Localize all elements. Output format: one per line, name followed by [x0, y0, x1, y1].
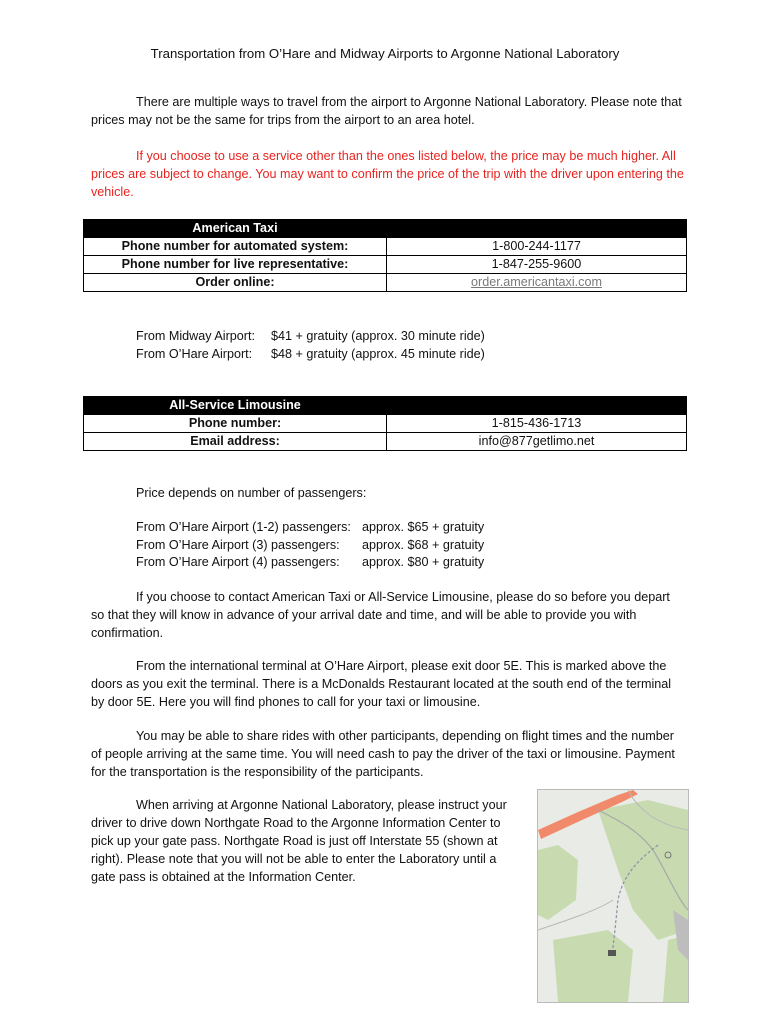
fare-row [136, 345, 485, 363]
automated-phone-label: Phone number for automated system: [84, 238, 387, 256]
fare-origin: From Midway Airport: [136, 329, 255, 343]
limo-email-label: Email address: [84, 433, 387, 451]
limo-table [83, 396, 687, 451]
intro-paragraph: There are multiple ways to travel from the airport to Argonne National Laboratory. Please note that prices may not be the same for trips from the airport to an area hotel. [91, 95, 682, 127]
limo-phone-label: Phone number: [84, 415, 387, 433]
fare-price: approx. $68 + gratuity [362, 538, 485, 552]
fare-origin: From O’Hare Airport (4) passengers: [136, 555, 340, 569]
table-header-row [84, 220, 687, 238]
american-taxi-header: American Taxi [192, 221, 278, 235]
table-row [84, 274, 687, 292]
table-row [84, 433, 687, 451]
fare-row [136, 553, 484, 571]
american-taxi-table [83, 219, 687, 292]
fare-price: $41 + gratuity (approx. 30 minute ride) [271, 329, 485, 343]
fare-origin: From O’Hare Airport: [136, 347, 253, 361]
page-title: Transportation from O’Hare and Midway Airports to Argonne National Laboratory [150, 46, 620, 61]
fare-row [136, 327, 485, 345]
argonne-area-map [538, 790, 688, 1002]
order-online-link[interactable]: order.americantaxi.com [471, 275, 602, 289]
limo-header: All-Service Limousine [169, 398, 301, 412]
fare-row [136, 518, 484, 536]
fare-origin: From O’Hare Airport (1-2) passengers: [136, 520, 351, 534]
information-center-marker [608, 950, 616, 956]
fare-price: $48 + gratuity (approx. 45 minute ride) [271, 347, 485, 361]
fare-row [136, 536, 484, 554]
exit-door-paragraph: From the international terminal at O’Hare Airport, please exit door 5E. This is marked above the doors as you exit the terminal. There is a McDonalds Restaurant located at the south end of the terminal by door 5E. Here you will find phones to call for your taxi or limousine. [91, 659, 672, 709]
limo-phone-value: 1-815-436-1713 [387, 415, 687, 433]
price-warning: If you choose to use a service other than the ones listed below, the price may be much higher. All prices are subject to change. You may want to confirm the price of the trip with the driver upon entering the vehicle. [91, 149, 684, 199]
fare-price: approx. $65 + gratuity [362, 520, 485, 534]
automated-phone-value: 1-800-244-1177 [387, 238, 687, 256]
limo-email-value: info@877getlimo.net [387, 433, 687, 451]
live-rep-phone-label: Phone number for live representative: [84, 256, 387, 274]
fare-price: approx. $80 + gratuity [362, 555, 485, 569]
map-image [537, 789, 689, 1003]
live-rep-phone-value: 1-847-255-9600 [387, 256, 687, 274]
table-row [84, 238, 687, 256]
table-row [84, 256, 687, 274]
limo-price-note: Price depends on number of passengers: [136, 486, 367, 500]
table-row [84, 415, 687, 433]
arrival-instructions-paragraph: When arriving at Argonne National Laboratory, please instruct your driver to drive down Northgate Road to the Argonne Information Center to pick up your gate pass. Northgate Road is just off Interstate 55 (shown at right). Please note that you will not be able to enter the Laboratory until a gate pass is obtained at the Information Center. [91, 798, 507, 884]
share-rides-paragraph: You may be able to share rides with other participants, depending on flight times and the number of people arriving at the same time. You will need cash to pay the driver of the taxi or limousine. Payment for the transportation is the responsibility of the participants. [91, 729, 675, 779]
table-header-row [84, 397, 687, 415]
fare-origin: From O’Hare Airport (3) passengers: [136, 538, 340, 552]
order-online-label: Order online: [84, 274, 387, 292]
contact-advice-paragraph: If you choose to contact American Taxi or All-Service Limousine, please do so before you depart so that they will know in advance of your arrival date and time, and will be able to provide you with confirmation. [91, 590, 670, 640]
